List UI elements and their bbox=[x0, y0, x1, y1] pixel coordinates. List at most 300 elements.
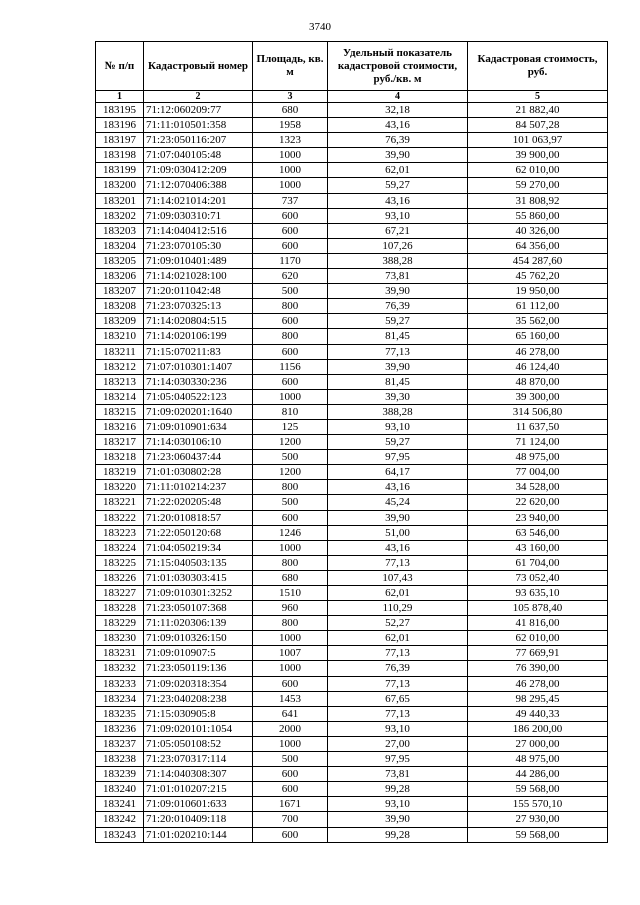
row-number-cell: 183234 bbox=[96, 691, 144, 706]
cadastral-number-cell: 71:11:010214:237 bbox=[144, 480, 253, 495]
specific-value-cell: 110,29 bbox=[328, 601, 468, 616]
area-cell: 500 bbox=[253, 495, 328, 510]
cadastral-number-cell: 71:09:010601:633 bbox=[144, 797, 253, 812]
area-cell: 800 bbox=[253, 480, 328, 495]
specific-value-cell: 39,90 bbox=[328, 812, 468, 827]
row-number-cell: 183220 bbox=[96, 480, 144, 495]
cadastral-number-cell: 71:09:020201:1640 bbox=[144, 404, 253, 419]
row-number-cell: 183225 bbox=[96, 555, 144, 570]
cadastral-number-cell: 71:01:030802:28 bbox=[144, 465, 253, 480]
specific-value-cell: 76,39 bbox=[328, 661, 468, 676]
specific-value-cell: 77,13 bbox=[328, 646, 468, 661]
specific-value-cell: 43,16 bbox=[328, 540, 468, 555]
cadastral-number-cell: 71:14:021028:100 bbox=[144, 269, 253, 284]
cadastral-value-cell: 98 295,45 bbox=[468, 691, 608, 706]
row-number-cell: 183198 bbox=[96, 148, 144, 163]
row-number-cell: 183218 bbox=[96, 450, 144, 465]
area-cell: 1007 bbox=[253, 646, 328, 661]
header-row-number: № п/п bbox=[96, 42, 144, 91]
specific-value-cell: 73,81 bbox=[328, 767, 468, 782]
cadastral-value-cell: 59 568,00 bbox=[468, 827, 608, 842]
table-row bbox=[96, 525, 608, 540]
cadastral-number-cell: 71:07:040105:48 bbox=[144, 148, 253, 163]
cadastral-number-cell: 71:14:020106:199 bbox=[144, 329, 253, 344]
specific-value-cell: 43,16 bbox=[328, 118, 468, 133]
cadastral-value-cell: 62 010,00 bbox=[468, 163, 608, 178]
table-row bbox=[96, 495, 608, 510]
table-row bbox=[96, 586, 608, 601]
area-cell: 1246 bbox=[253, 525, 328, 540]
cadastral-number-cell: 71:14:020804:515 bbox=[144, 314, 253, 329]
specific-value-cell: 93,10 bbox=[328, 419, 468, 434]
specific-value-cell: 51,00 bbox=[328, 525, 468, 540]
row-number-cell: 183233 bbox=[96, 676, 144, 691]
row-number-cell: 183208 bbox=[96, 299, 144, 314]
specific-value-cell: 39,90 bbox=[328, 148, 468, 163]
row-number-cell: 183241 bbox=[96, 797, 144, 812]
specific-value-cell: 81,45 bbox=[328, 374, 468, 389]
header-cadastral-value: Кадастровая стоимость, руб. bbox=[468, 42, 608, 91]
row-number-cell: 183229 bbox=[96, 616, 144, 631]
row-number-cell: 183212 bbox=[96, 359, 144, 374]
cadastral-value-cell: 76 390,00 bbox=[468, 661, 608, 676]
table-row bbox=[96, 389, 608, 404]
cadastral-number-cell: 71:14:021014:201 bbox=[144, 193, 253, 208]
cadastral-number-cell: 71:23:040208:238 bbox=[144, 691, 253, 706]
column-number: 2 bbox=[144, 91, 253, 103]
row-number-cell: 183199 bbox=[96, 163, 144, 178]
area-cell: 1000 bbox=[253, 631, 328, 646]
table-row bbox=[96, 465, 608, 480]
table-row bbox=[96, 767, 608, 782]
table-row bbox=[96, 238, 608, 253]
table-row bbox=[96, 601, 608, 616]
specific-value-cell: 388,28 bbox=[328, 404, 468, 419]
cadastral-number-cell: 71:12:060209:77 bbox=[144, 103, 253, 118]
specific-value-cell: 59,27 bbox=[328, 314, 468, 329]
cadastral-number-cell: 71:14:040308:307 bbox=[144, 767, 253, 782]
area-cell: 641 bbox=[253, 706, 328, 721]
table-row bbox=[96, 797, 608, 812]
specific-value-cell: 52,27 bbox=[328, 616, 468, 631]
table-row bbox=[96, 616, 608, 631]
cadastral-value-cell: 35 562,00 bbox=[468, 314, 608, 329]
row-number-cell: 183240 bbox=[96, 782, 144, 797]
table-row bbox=[96, 782, 608, 797]
cadastral-value-cell: 27 000,00 bbox=[468, 736, 608, 751]
header-area: Площадь, кв. м bbox=[253, 42, 328, 91]
table-row bbox=[96, 812, 608, 827]
cadastral-number-cell: 71:15:070211:83 bbox=[144, 344, 253, 359]
row-number-cell: 183219 bbox=[96, 465, 144, 480]
area-cell: 600 bbox=[253, 374, 328, 389]
cadastral-number-cell: 71:11:010501:358 bbox=[144, 118, 253, 133]
cadastral-value-cell: 64 356,00 bbox=[468, 238, 608, 253]
area-cell: 1000 bbox=[253, 389, 328, 404]
specific-value-cell: 27,00 bbox=[328, 736, 468, 751]
row-number-cell: 183227 bbox=[96, 586, 144, 601]
cadastral-value-cell: 61 704,00 bbox=[468, 555, 608, 570]
cadastral-number-cell: 71:22:020205:48 bbox=[144, 495, 253, 510]
cadastral-value-cell: 46 278,00 bbox=[468, 676, 608, 691]
cadastral-number-cell: 71:12:070406:388 bbox=[144, 178, 253, 193]
header-cadastral-number: Кадастровый номер bbox=[144, 42, 253, 91]
table-row bbox=[96, 299, 608, 314]
specific-value-cell: 107,43 bbox=[328, 570, 468, 585]
row-number-cell: 183200 bbox=[96, 178, 144, 193]
cadastral-value-cell: 155 570,10 bbox=[468, 797, 608, 812]
cadastral-value-cell: 65 160,00 bbox=[468, 329, 608, 344]
area-cell: 600 bbox=[253, 208, 328, 223]
specific-value-cell: 77,13 bbox=[328, 676, 468, 691]
area-cell: 500 bbox=[253, 284, 328, 299]
cadastral-number-cell: 71:05:040522:123 bbox=[144, 389, 253, 404]
row-number-cell: 183209 bbox=[96, 314, 144, 329]
cadastral-value-cell: 23 940,00 bbox=[468, 510, 608, 525]
table-row bbox=[96, 752, 608, 767]
area-cell: 680 bbox=[253, 570, 328, 585]
area-cell: 500 bbox=[253, 450, 328, 465]
area-cell: 600 bbox=[253, 510, 328, 525]
cadastral-number-cell: 71:23:070317:114 bbox=[144, 752, 253, 767]
cadastral-number-cell: 71:15:040503:135 bbox=[144, 555, 253, 570]
area-cell: 1453 bbox=[253, 691, 328, 706]
column-number: 1 bbox=[96, 91, 144, 103]
table-row bbox=[96, 314, 608, 329]
cadastral-value-cell: 46 124,40 bbox=[468, 359, 608, 374]
cadastral-number-cell: 71:14:040412:516 bbox=[144, 223, 253, 238]
row-number-cell: 183214 bbox=[96, 389, 144, 404]
area-cell: 1958 bbox=[253, 118, 328, 133]
specific-value-cell: 39,90 bbox=[328, 284, 468, 299]
row-number-cell: 183205 bbox=[96, 253, 144, 268]
area-cell: 1671 bbox=[253, 797, 328, 812]
specific-value-cell: 67,65 bbox=[328, 691, 468, 706]
cadastral-value-cell: 40 326,00 bbox=[468, 223, 608, 238]
cadastral-number-cell: 71:05:050108:52 bbox=[144, 736, 253, 751]
table-row bbox=[96, 721, 608, 736]
table-row bbox=[96, 706, 608, 721]
cadastral-value-cell: 41 816,00 bbox=[468, 616, 608, 631]
cadastral-value-cell: 62 010,00 bbox=[468, 631, 608, 646]
row-number-cell: 183222 bbox=[96, 510, 144, 525]
table-row bbox=[96, 193, 608, 208]
cadastral-number-cell: 71:11:020306:139 bbox=[144, 616, 253, 631]
table-row bbox=[96, 450, 608, 465]
area-cell: 960 bbox=[253, 601, 328, 616]
specific-value-cell: 76,39 bbox=[328, 133, 468, 148]
page-number: 3740 bbox=[309, 21, 331, 33]
header-specific-value: Удельный показатель кадастровой стоимости, руб./кв. м bbox=[328, 42, 468, 91]
area-cell: 680 bbox=[253, 103, 328, 118]
specific-value-cell: 77,13 bbox=[328, 555, 468, 570]
area-cell: 737 bbox=[253, 193, 328, 208]
table-row bbox=[96, 133, 608, 148]
cadastral-value-cell: 49 440,33 bbox=[468, 706, 608, 721]
cadastral-value-cell: 48 975,00 bbox=[468, 450, 608, 465]
cadastral-number-cell: 71:20:011042:48 bbox=[144, 284, 253, 299]
area-cell: 1510 bbox=[253, 586, 328, 601]
table-row bbox=[96, 646, 608, 661]
row-number-cell: 183216 bbox=[96, 419, 144, 434]
cadastral-value-cell: 63 546,00 bbox=[468, 525, 608, 540]
area-cell: 600 bbox=[253, 827, 328, 842]
specific-value-cell: 64,17 bbox=[328, 465, 468, 480]
table-row bbox=[96, 510, 608, 525]
table-header-row bbox=[96, 42, 608, 91]
area-cell: 1000 bbox=[253, 736, 328, 751]
cadastral-value-cell: 22 620,00 bbox=[468, 495, 608, 510]
area-cell: 700 bbox=[253, 812, 328, 827]
row-number-cell: 183235 bbox=[96, 706, 144, 721]
column-number: 3 bbox=[253, 91, 328, 103]
cadastral-value-cell: 77 669,91 bbox=[468, 646, 608, 661]
specific-value-cell: 76,39 bbox=[328, 299, 468, 314]
cadastral-number-cell: 71:23:070325:13 bbox=[144, 299, 253, 314]
cadastral-number-cell: 71:23:060437:44 bbox=[144, 450, 253, 465]
cadastral-number-cell: 71:04:050219:34 bbox=[144, 540, 253, 555]
cadastral-value-cell: 48 870,00 bbox=[468, 374, 608, 389]
cadastral-number-cell: 71:22:050120:68 bbox=[144, 525, 253, 540]
row-number-cell: 183226 bbox=[96, 570, 144, 585]
cadastral-number-cell: 71:01:030303:415 bbox=[144, 570, 253, 585]
cadastral-value-cell: 105 878,40 bbox=[468, 601, 608, 616]
table-row bbox=[96, 223, 608, 238]
row-number-cell: 183239 bbox=[96, 767, 144, 782]
area-cell: 800 bbox=[253, 329, 328, 344]
area-cell: 500 bbox=[253, 752, 328, 767]
cadastral-number-cell: 71:15:030905:8 bbox=[144, 706, 253, 721]
area-cell: 600 bbox=[253, 767, 328, 782]
row-number-cell: 183201 bbox=[96, 193, 144, 208]
cadastral-value-cell: 11 637,50 bbox=[468, 419, 608, 434]
cadastral-value-cell: 31 808,92 bbox=[468, 193, 608, 208]
column-number: 4 bbox=[328, 91, 468, 103]
table-row bbox=[96, 163, 608, 178]
specific-value-cell: 62,01 bbox=[328, 163, 468, 178]
specific-value-cell: 97,95 bbox=[328, 450, 468, 465]
cadastral-number-cell: 71:09:030310:71 bbox=[144, 208, 253, 223]
table-row bbox=[96, 480, 608, 495]
row-number-cell: 183203 bbox=[96, 223, 144, 238]
cadastral-number-cell: 71:23:050116:207 bbox=[144, 133, 253, 148]
cadastral-number-cell: 71:01:020210:144 bbox=[144, 827, 253, 842]
specific-value-cell: 99,28 bbox=[328, 827, 468, 842]
cadastral-value-table bbox=[95, 41, 608, 843]
specific-value-cell: 62,01 bbox=[328, 631, 468, 646]
specific-value-cell: 45,24 bbox=[328, 495, 468, 510]
table-row bbox=[96, 329, 608, 344]
table-row bbox=[96, 359, 608, 374]
specific-value-cell: 43,16 bbox=[328, 480, 468, 495]
cadastral-value-cell: 27 930,00 bbox=[468, 812, 608, 827]
area-cell: 620 bbox=[253, 269, 328, 284]
row-number-cell: 183204 bbox=[96, 238, 144, 253]
cadastral-value-cell: 314 506,80 bbox=[468, 404, 608, 419]
table-row bbox=[96, 253, 608, 268]
row-number-cell: 183210 bbox=[96, 329, 144, 344]
cadastral-value-cell: 71 124,00 bbox=[468, 435, 608, 450]
table-row bbox=[96, 208, 608, 223]
cadastral-value-cell: 34 528,00 bbox=[468, 480, 608, 495]
specific-value-cell: 73,81 bbox=[328, 269, 468, 284]
row-number-cell: 183211 bbox=[96, 344, 144, 359]
area-cell: 800 bbox=[253, 555, 328, 570]
area-cell: 2000 bbox=[253, 721, 328, 736]
cadastral-number-cell: 71:23:050119:136 bbox=[144, 661, 253, 676]
specific-value-cell: 39,90 bbox=[328, 510, 468, 525]
area-cell: 1323 bbox=[253, 133, 328, 148]
table-row bbox=[96, 374, 608, 389]
area-cell: 600 bbox=[253, 782, 328, 797]
cadastral-value-cell: 46 278,00 bbox=[468, 344, 608, 359]
specific-value-cell: 43,16 bbox=[328, 193, 468, 208]
area-cell: 1000 bbox=[253, 163, 328, 178]
row-number-cell: 183236 bbox=[96, 721, 144, 736]
area-cell: 600 bbox=[253, 238, 328, 253]
specific-value-cell: 67,21 bbox=[328, 223, 468, 238]
cadastral-value-cell: 73 052,40 bbox=[468, 570, 608, 585]
cadastral-value-cell: 44 286,00 bbox=[468, 767, 608, 782]
cadastral-number-cell: 71:14:030330:236 bbox=[144, 374, 253, 389]
specific-value-cell: 388,28 bbox=[328, 253, 468, 268]
specific-value-cell: 59,27 bbox=[328, 435, 468, 450]
row-number-cell: 183223 bbox=[96, 525, 144, 540]
cadastral-value-cell: 43 160,00 bbox=[468, 540, 608, 555]
cadastral-number-cell: 71:09:010907:5 bbox=[144, 646, 253, 661]
row-number-cell: 183237 bbox=[96, 736, 144, 751]
cadastral-value-cell: 48 975,00 bbox=[468, 752, 608, 767]
column-number-row bbox=[96, 91, 608, 103]
table-row bbox=[96, 661, 608, 676]
cadastral-value-cell: 39 900,00 bbox=[468, 148, 608, 163]
table-row bbox=[96, 691, 608, 706]
cadastral-number-cell: 71:09:030412:209 bbox=[144, 163, 253, 178]
row-number-cell: 183217 bbox=[96, 435, 144, 450]
specific-value-cell: 32,18 bbox=[328, 103, 468, 118]
table-row bbox=[96, 570, 608, 585]
area-cell: 810 bbox=[253, 404, 328, 419]
specific-value-cell: 77,13 bbox=[328, 706, 468, 721]
table-row bbox=[96, 118, 608, 133]
cadastral-number-cell: 71:23:070105:30 bbox=[144, 238, 253, 253]
cadastral-number-cell: 71:09:010301:3252 bbox=[144, 586, 253, 601]
cadastral-value-cell: 93 635,10 bbox=[468, 586, 608, 601]
row-number-cell: 183232 bbox=[96, 661, 144, 676]
specific-value-cell: 93,10 bbox=[328, 797, 468, 812]
table-row bbox=[96, 736, 608, 751]
area-cell: 600 bbox=[253, 314, 328, 329]
cadastral-number-cell: 71:07:010301:1407 bbox=[144, 359, 253, 374]
table-row bbox=[96, 555, 608, 570]
specific-value-cell: 107,26 bbox=[328, 238, 468, 253]
row-number-cell: 183231 bbox=[96, 646, 144, 661]
area-cell: 125 bbox=[253, 419, 328, 434]
cadastral-number-cell: 71:09:010901:634 bbox=[144, 419, 253, 434]
table-row bbox=[96, 540, 608, 555]
table-row bbox=[96, 148, 608, 163]
table-row bbox=[96, 284, 608, 299]
cadastral-value-cell: 186 200,00 bbox=[468, 721, 608, 736]
cadastral-value-cell: 55 860,00 bbox=[468, 208, 608, 223]
cadastral-value-cell: 61 112,00 bbox=[468, 299, 608, 314]
specific-value-cell: 77,13 bbox=[328, 344, 468, 359]
table-row bbox=[96, 269, 608, 284]
area-cell: 800 bbox=[253, 299, 328, 314]
specific-value-cell: 97,95 bbox=[328, 752, 468, 767]
area-cell: 1200 bbox=[253, 435, 328, 450]
table-body bbox=[96, 103, 608, 843]
cadastral-value-cell: 45 762,20 bbox=[468, 269, 608, 284]
cadastral-number-cell: 71:20:010409:118 bbox=[144, 812, 253, 827]
table-row bbox=[96, 827, 608, 842]
area-cell: 1000 bbox=[253, 540, 328, 555]
area-cell: 600 bbox=[253, 223, 328, 238]
cadastral-number-cell: 71:09:010326:150 bbox=[144, 631, 253, 646]
row-number-cell: 183238 bbox=[96, 752, 144, 767]
cadastral-value-cell: 59 568,00 bbox=[468, 782, 608, 797]
cadastral-number-cell: 71:09:020318:354 bbox=[144, 676, 253, 691]
cadastral-number-cell: 71:14:030106:10 bbox=[144, 435, 253, 450]
row-number-cell: 183196 bbox=[96, 118, 144, 133]
column-number: 5 bbox=[468, 91, 608, 103]
row-number-cell: 183207 bbox=[96, 284, 144, 299]
cadastral-value-cell: 77 004,00 bbox=[468, 465, 608, 480]
area-cell: 1000 bbox=[253, 661, 328, 676]
cadastral-value-cell: 59 270,00 bbox=[468, 178, 608, 193]
area-cell: 1200 bbox=[253, 465, 328, 480]
specific-value-cell: 62,01 bbox=[328, 586, 468, 601]
table-row bbox=[96, 419, 608, 434]
area-cell: 1000 bbox=[253, 178, 328, 193]
table-row bbox=[96, 404, 608, 419]
row-number-cell: 183228 bbox=[96, 601, 144, 616]
table-row bbox=[96, 676, 608, 691]
cadastral-number-cell: 71:20:010818:57 bbox=[144, 510, 253, 525]
cadastral-number-cell: 71:09:010401:489 bbox=[144, 253, 253, 268]
row-number-cell: 183213 bbox=[96, 374, 144, 389]
specific-value-cell: 93,10 bbox=[328, 721, 468, 736]
cadastral-value-cell: 19 950,00 bbox=[468, 284, 608, 299]
cadastral-number-cell: 71:09:020101:1054 bbox=[144, 721, 253, 736]
table-row bbox=[96, 435, 608, 450]
row-number-cell: 183206 bbox=[96, 269, 144, 284]
area-cell: 800 bbox=[253, 616, 328, 631]
row-number-cell: 183243 bbox=[96, 827, 144, 842]
row-number-cell: 183195 bbox=[96, 103, 144, 118]
area-cell: 1156 bbox=[253, 359, 328, 374]
specific-value-cell: 81,45 bbox=[328, 329, 468, 344]
row-number-cell: 183215 bbox=[96, 404, 144, 419]
cadastral-number-cell: 71:23:050107:368 bbox=[144, 601, 253, 616]
row-number-cell: 183230 bbox=[96, 631, 144, 646]
cadastral-value-cell: 39 300,00 bbox=[468, 389, 608, 404]
table-row bbox=[96, 344, 608, 359]
specific-value-cell: 39,90 bbox=[328, 359, 468, 374]
area-cell: 1170 bbox=[253, 253, 328, 268]
row-number-cell: 183242 bbox=[96, 812, 144, 827]
row-number-cell: 183202 bbox=[96, 208, 144, 223]
area-cell: 600 bbox=[253, 344, 328, 359]
specific-value-cell: 99,28 bbox=[328, 782, 468, 797]
table-row bbox=[96, 103, 608, 118]
cadastral-number-cell: 71:01:010207:215 bbox=[144, 782, 253, 797]
area-cell: 600 bbox=[253, 676, 328, 691]
specific-value-cell: 93,10 bbox=[328, 208, 468, 223]
cadastral-value-cell: 84 507,28 bbox=[468, 118, 608, 133]
cadastral-value-cell: 454 287,60 bbox=[468, 253, 608, 268]
table-row bbox=[96, 178, 608, 193]
